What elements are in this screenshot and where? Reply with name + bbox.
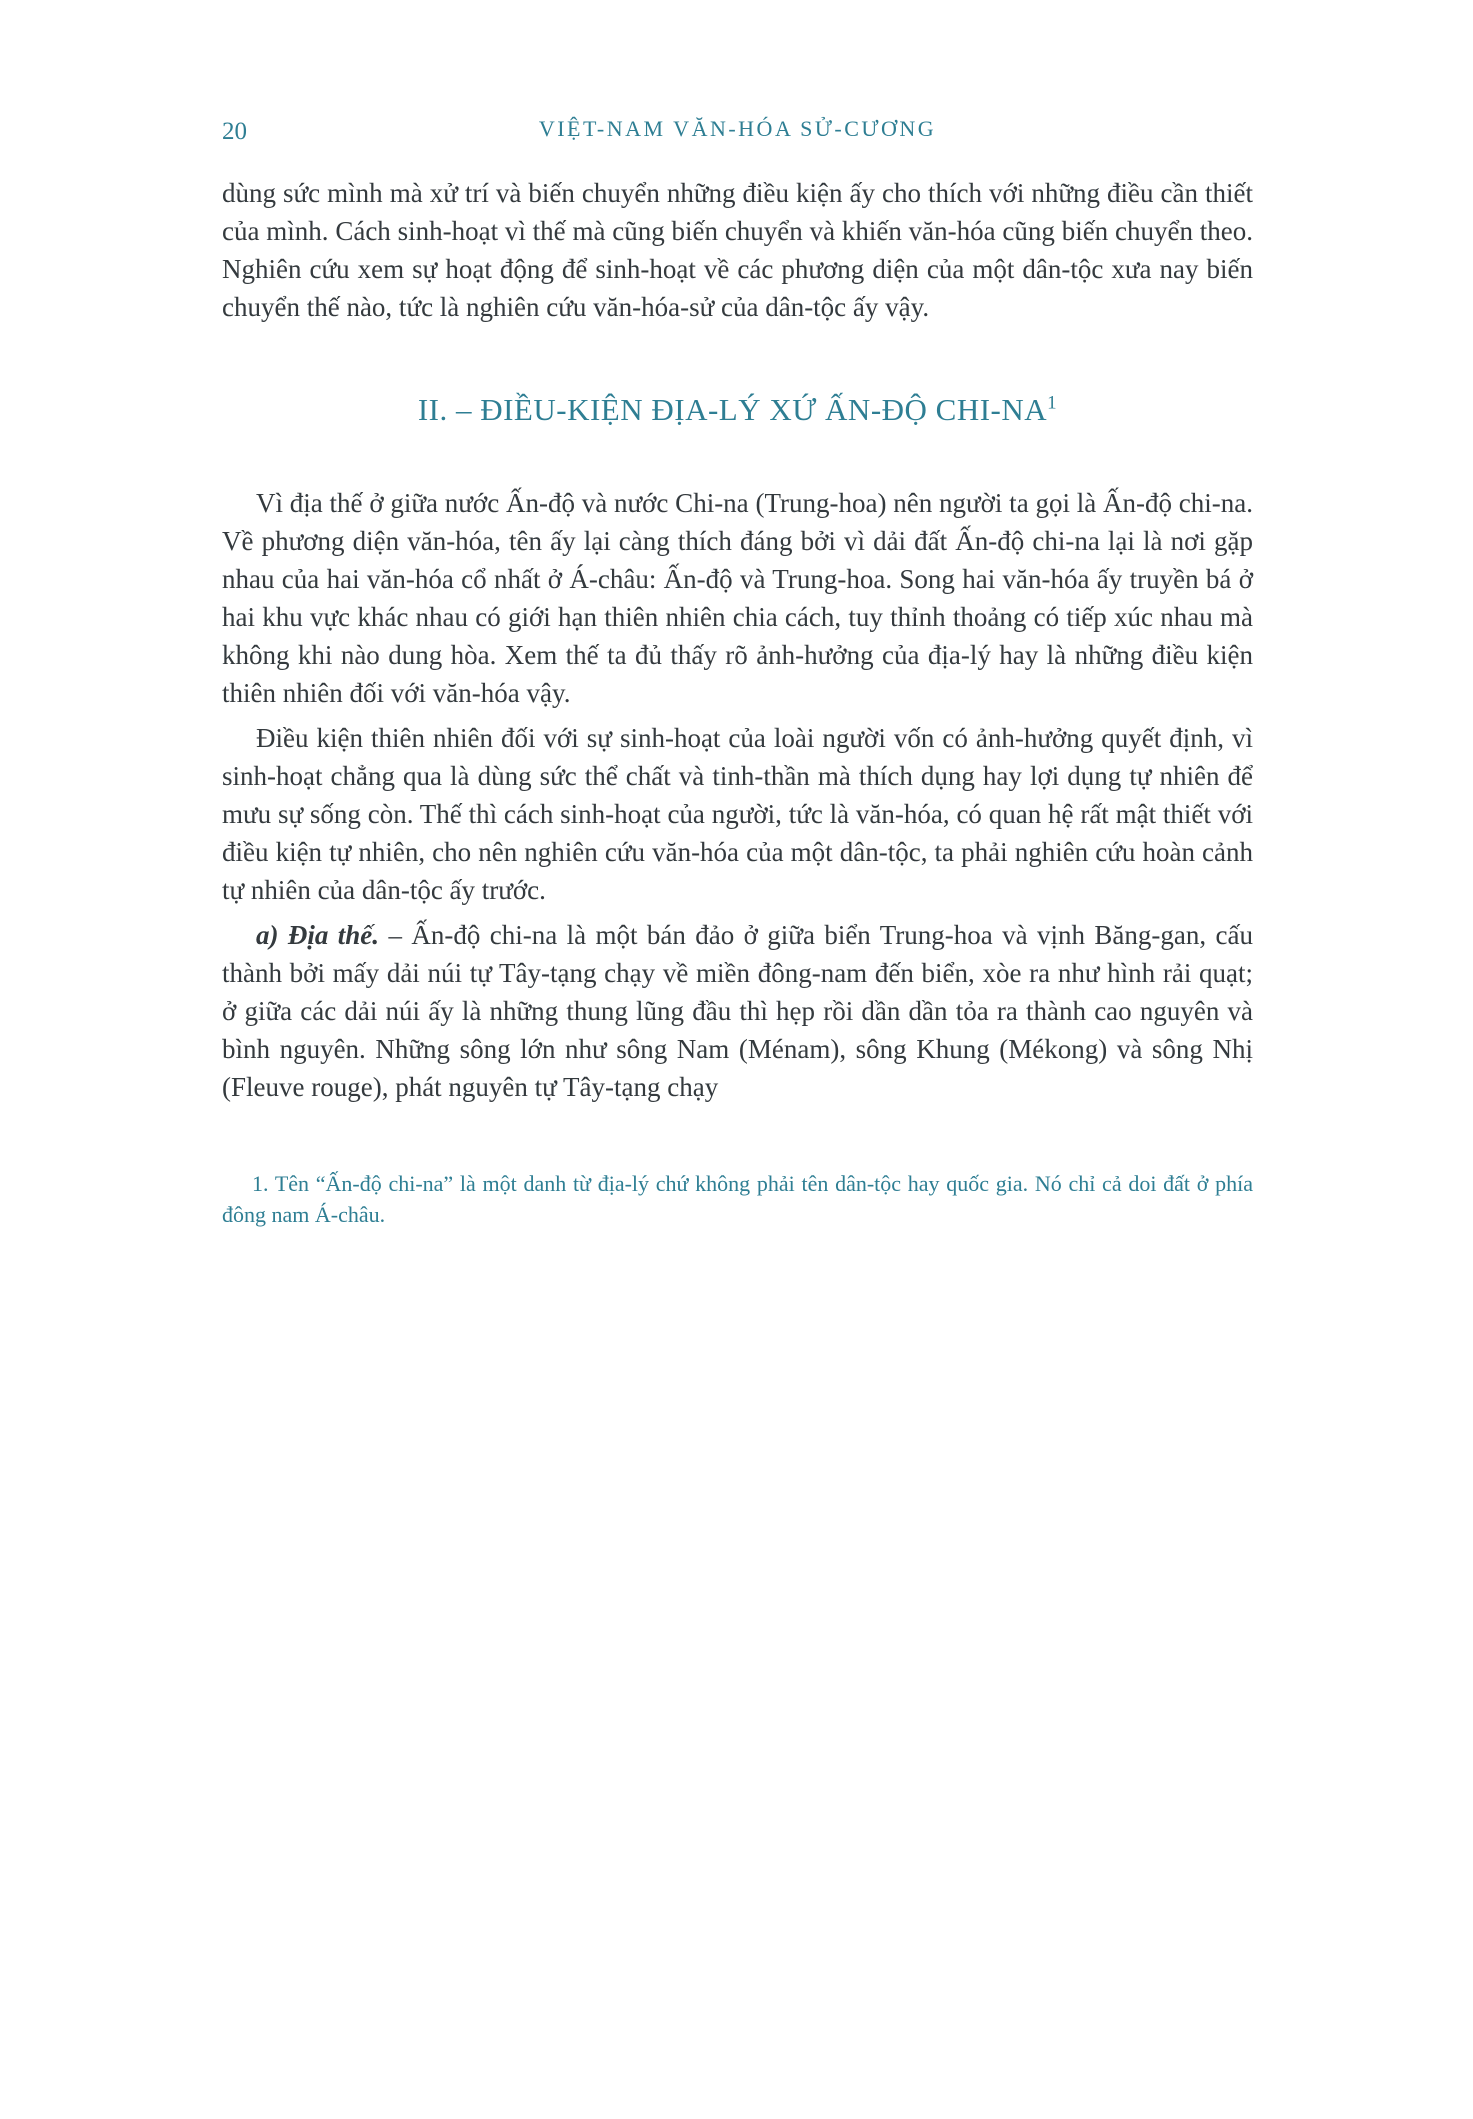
section-heading	[222, 392, 1253, 428]
paragraph-natural-conditions: Điều kiện thiên nhiên đối với sự sinh-hoạt của loài người vốn có ảnh-hưởng quyết định, vì sinh-hoạt chẳng qua là dùng sức thể chất và tinh-thần mà thích dụng hay lợi dụng tự nhiên để mưu sự sống còn. Thế thì cách sinh-hoạt của người, tức là văn-hóa, có quan hệ rất mật thiết với điều kiện tự nhiên, cho nên nghiên cứu văn-hóa của một dân-tộc, ta phải nghiên cứu hoàn cảnh tự nhiên của dân-tộc ấy trước.	[222, 723, 1253, 905]
running-title: VIỆT-NAM VĂN-HÓA SỬ-CƯƠNG	[538, 116, 937, 141]
paragraph-geography-intro: Vì địa thế ở giữa nước Ấn-độ và nước Chi-na (Trung-hoa) nên người ta gọi là Ấn-độ chi-na. Về phương diện văn-hóa, tên ấy lại càng thích đáng bởi vì dải đất Ấn-độ chi-na lại là nơi gặp nhau của hai văn-hóa cổ nhất ở Á-châu: Ấn-độ và Trung-hoa. Song hai văn-hóa ấy truyền bá ở hai khu vực khác nhau có giới hạn thiên nhiên chia cách, tuy thỉnh thoảng có tiếp xúc nhau mà không khi nào dung hòa. Xem thế ta đủ thấy rõ ảnh-hưởng của địa-lý hay là những điều kiện thiên nhiên đối với văn-hóa vậy.	[222, 488, 1253, 708]
paragraph-dia-the-lead: a) Địa thế.	[256, 920, 389, 950]
page-header	[222, 116, 1253, 150]
section-heading-text: II. – ĐIỀU-KIỆN ĐỊA-LÝ XỨ ẤN-ĐỘ CHI-NA	[417, 392, 1048, 427]
paragraph-dia-the-text: – Ấn-độ chi-na là một bán đảo ở giữa biển Trung-hoa và vịnh Băng-gan, cấu thành bởi mấy dải núi tự Tây-tạng chạy về miền đông-nam đến biển, xòe ra như hình rải quạt; ở giữa các dải núi ấy là những thung lũng đầu thì hẹp rồi dần dần tỏa ra thành cao nguyên và bình nguyên. Những sông lớn như sông Nam (Ménam), sông Khung (Mékong) và sông Nhị (Fleuve rouge), phát nguyên tự Tây-tạng chạy	[222, 920, 1253, 1102]
paragraph-dia-the	[222, 916, 1253, 1106]
footnote: 1. Tên “Ấn-độ chi-na” là một danh từ địa-lý chứ không phải tên dân-tộc hay quốc gia. Nó chỉ cả doi đất ở phía đông nam Á-châu.	[222, 1171, 1253, 1227]
paragraph-continuation: dùng sức mình mà xử trí và biến chuyển những điều kiện ấy cho thích với những điều cần thiết của mình. Cách sinh-hoạt vì thế mà cũng biến chuyển và khiến văn-hóa cũng biến chuyển theo. Nghiên cứu xem sự hoạt động để sinh-hoạt về các phương diện của một dân-tộc xưa nay biến chuyển thế nào, tức là nghiên cứu văn-hóa-sử của dân-tộc ấy vậy.	[222, 178, 1253, 322]
page-number: 20	[222, 118, 247, 145]
footnote-reference-mark: 1	[1047, 392, 1058, 414]
page-body	[222, 174, 1253, 1230]
